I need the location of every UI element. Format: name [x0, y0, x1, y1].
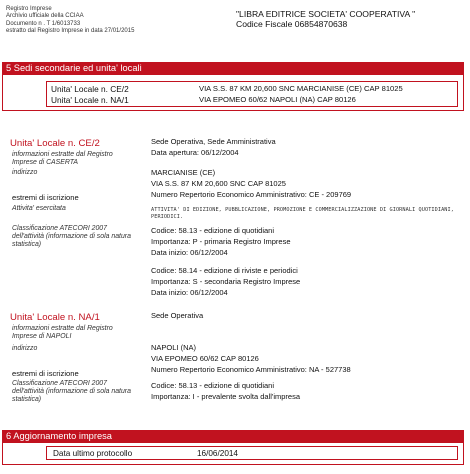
- ateco-label: Classificazione ATECORI 2007 dell'attività (informazione di sola natura statistica): [12, 380, 131, 403]
- protocol-label: Data ultimo protocollo: [53, 449, 133, 458]
- unit-type: Sede Operativa, Sede Amministrativa: [151, 137, 276, 146]
- rea-number: Numero Repertorio Economico Amministrativo: NA - 527738: [151, 365, 351, 374]
- registry-header: [6, 6, 206, 36]
- summary-unit-address: VIA S.S. 87 KM 20,600 SNC MARCIANISE (CE) CAP 81025: [199, 84, 403, 93]
- activity-description: ATTIVITA' DI EDIZIONE, PUBBLICAZIONE, PROMOZIONE E COMMERCIALIZZAZIONE DI GIORNALI QUOTIDIANI, PERIODICI.: [151, 207, 454, 220]
- ateco-line: Importanza: P - primaria Registro Imprese: [151, 237, 291, 246]
- summary-unit-name: Unita' Locale n. CE/2: [51, 84, 129, 94]
- estremi-label: estremi di iscrizione: [12, 369, 79, 378]
- fiscal-code: Codice Fiscale 06854870638: [236, 18, 348, 29]
- ateco-line: Data inizio: 06/12/2004: [151, 288, 228, 297]
- summary-unit-address: VIA EPOMEO 60/62 NAPOLI (NA) CAP 80126: [199, 95, 356, 104]
- address-line: MARCIANISE (CE): [151, 168, 216, 177]
- company-name: "LIBRA EDITRICE SOCIETA' COOPERATIVA ": [236, 9, 416, 19]
- ateco-line: Data inizio: 06/12/2004: [151, 248, 228, 257]
- unit-info-note: informazioni estratte dal Registro Imprese di CASERTA: [12, 151, 113, 166]
- estremi-label: estremi di iscrizione: [12, 193, 79, 202]
- protocol-box: [46, 446, 458, 460]
- header-line: Archivio ufficiale della CCIAA: [6, 13, 84, 20]
- ateco-line: Codice: 58.13 - edizione di quotidiani: [151, 226, 274, 235]
- unit-title: Unita' Locale n. CE/2: [10, 138, 100, 149]
- unit-title: Unita' Locale n. NA/1: [10, 312, 100, 323]
- section-5-title: 5 Sedi secondarie ed unita' locali: [2, 62, 464, 75]
- section-6-title: 6 Aggiornamento impresa: [2, 430, 464, 443]
- ateco-line: Codice: 58.13 - edizione di quotidiani: [151, 381, 274, 390]
- header-line: estratto dal Registro Imprese in data 27/01/2015: [6, 28, 135, 35]
- units-summary-box: [46, 81, 458, 107]
- indirizzo-label: indirizzo: [12, 169, 38, 176]
- unit-type: Sede Operativa: [151, 311, 204, 320]
- unit-info-note: informazioni estratte dal Registro Imprese di NAPOLI: [12, 325, 113, 340]
- summary-unit-name: Unita' Locale n. NA/1: [51, 95, 129, 105]
- company-header: [236, 10, 415, 29]
- indirizzo-label: indirizzo: [12, 345, 38, 352]
- ateco-line: Importanza: I - prevalente svolta dall'impresa: [151, 392, 301, 401]
- ateco-line: Codice: 58.14 - edizione di riviste e periodici: [151, 266, 298, 275]
- attivita-label: Attivita' esercitata: [12, 205, 66, 212]
- ateco-line: Importanza: S - secondaria Registro Imprese: [151, 277, 301, 286]
- protocol-date: 16/06/2014: [197, 449, 238, 458]
- address-line: VIA S.S. 87 KM 20,600 SNC CAP 81025: [151, 179, 286, 188]
- address-line: VIA EPOMEO 60/62 CAP 80126: [151, 354, 259, 363]
- header-line: Registro Imprese: [6, 6, 52, 12]
- rea-number: Numero Repertorio Economico Amministrativo: CE - 209769: [151, 190, 352, 199]
- address-line: NAPOLI (NA): [151, 343, 197, 352]
- header-line: Documento n . T 1/6013733: [6, 20, 81, 27]
- ateco-label: Classificazione ATECORI 2007 dell'attività (informazione di sola natura statistica): [12, 225, 131, 248]
- unit-opening-date: Data apertura: 06/12/2004: [151, 148, 239, 157]
